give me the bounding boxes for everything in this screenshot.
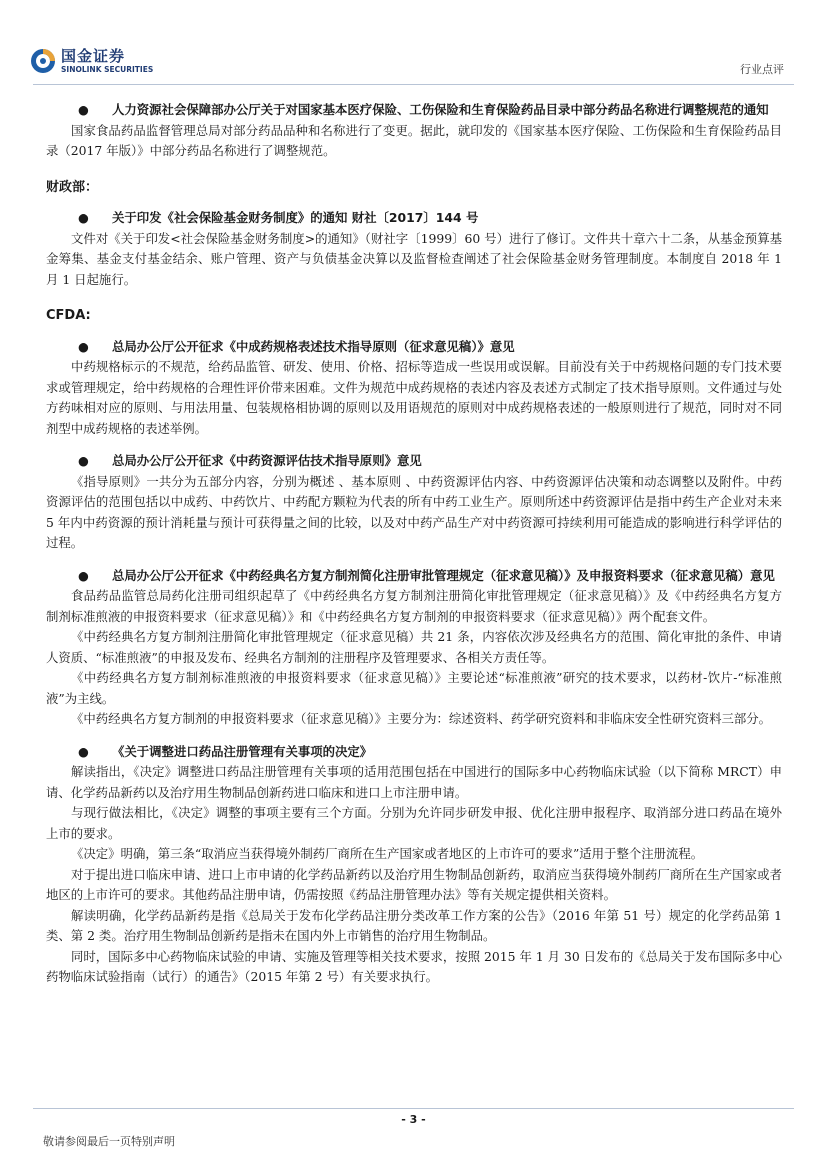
bullet-heading	[46, 566, 782, 587]
paragraph: 同时，国际多中心药物临床试验的申请、实施及管理等相关技术要求，按照 2015 年 1 月 30 日发布的《总局关于发布国际多中心药物临床试验指南（试行）的通告》（2015 年第 2 号）有关要求执行。	[46, 948, 782, 984]
bullet-dot-icon: ●	[78, 567, 89, 583]
logo-chinese-name: 国金证券	[61, 46, 126, 65]
paragraph: 对于提出进口临床申请、进口上市申请的化学药品新药以及治疗用生物制品创新药，取消应当获得境外制药厂商所在生产国家或者地区的上市许可的要求。其他药品注册申请，仍需按照《药品注册管理办法》等有关规定提供相关资料。	[46, 866, 782, 902]
paragraph: 食品药品监管总局药化注册司组织起草了《中药经典名方复方制剂注册简化审批管理规定（征求意见稿）》及《中药经典名方复方制剂标准煎液的申报资料要求（征求意见稿）》和《中药经典名方复方制剂的申报资料要求（征求意见稿）》两个配套文件。	[46, 588, 782, 624]
sinolink-logo-icon	[30, 48, 56, 74]
paragraph: 国家食品药品监督管理总局对部分药品品种和名称进行了变更。据此，就印发的《国家基本医疗保险、工伤保险和生育保险药品目录（2017 年版）》中部分药品名称进行了调整规范。	[46, 122, 782, 158]
section-title: CFDA:	[46, 308, 91, 323]
disclaimer-note: 敬请参阅最后一页特别声明	[43, 1135, 175, 1148]
bullet-heading	[46, 208, 782, 229]
paragraph: 解读指出，《决定》调整进口药品注册管理有关事项的适用范围包括在中国进行的国际多中心药物临床试验（以下简称 MRCT）申请、化学药品新药以及治疗用生物制品创新药进口临床和进口上市注册申请。	[46, 764, 782, 800]
bullet-dot-icon: ●	[78, 102, 89, 117]
section-title: 财政部：	[46, 179, 99, 195]
logo-english-name: SINOLINK SECURITIES	[61, 64, 154, 74]
bullet-heading-text: 《关于调整进口药品注册管理有关事项的决定》	[112, 743, 373, 759]
bullet-heading-text: 总局办公厅公开征求《中药经典名方复方制剂简化注册审批管理规定（征求意见稿）》及申报资料要求（征求意见稿）意见	[112, 567, 775, 583]
paragraph: 《指导原则》一共分为五部分内容，分别为概述 、基本原则 、中药资源评估内容、中药资源评估决策和动态调整以及附件。中药资源评估的范围包括以中成药、中药饮片、中药配方颗粒为代表的所有中药工业生产。原则所述中药资源评估是指中药生产企业对未来 5 年内中药资源的预计消耗量与预计可获得量之间的比较，以及对中药产品生产对中药资源可持续利用可能造成的影响进行科学评估的过程。	[46, 473, 782, 550]
bullet-heading-text: 总局办公厅公开征求《中成药规格表述技术指导原则（征求意见稿）》意见	[112, 338, 515, 354]
page-header	[0, 0, 827, 88]
bullet-heading-text: 总局办公厅公开征求《中药资源评估技术指导原则》意见	[112, 453, 422, 468]
document-type-label: 行业点评	[740, 63, 784, 76]
paragraph: 中药规格标示的不规范，给药品监管、研发、使用、价格、招标等造成一些误用或误解。目前没有关于中药规格问题的专门技术要求或管理规定，给中药规格的合理性评价带来困难。文件为规范中成药规格的表述内容及表述方式制定了技术指导原则。文件通过与处方药味相对应的原则、与用法用量、包装规格相协调的原则以及用语规范的原则对中成药规格表述的一般原则进行了规范，同时对不同剂型中成药规格的表述举例。	[46, 359, 782, 436]
bullet-heading-text: 关于印发《社会保险基金财务制度》的通知 财社〔2017〕144 号	[112, 210, 479, 225]
page-number: - 3 -	[401, 1113, 426, 1126]
paragraph: 《中药经典名方复方制剂的申报资料要求（征求意见稿）》主要分为：综述资料、药学研究资料和非临床安全性研究资料三部分。	[71, 711, 772, 726]
header-divider	[33, 84, 794, 85]
paragraph: 《中药经典名方复方制剂注册简化审批管理规定（征求意见稿）共 21 条，内容依次涉及经典名方的范围、简化审批的条件、申请人资质、“标准煎液”的申报及发布、经典名方制剂的注册程序及管理要求、各相关方责任等。	[46, 629, 782, 665]
paragraph: 文件对《关于印发<社会保险基金财务制度>的通知》（财社字〔1999〕60 号）进行了修订。文件共十章六十二条，从基金预算基金筹集、基金支付基金结余、账户管理、资产与负债基金决算以及监督检查阐述了社会保险基金财务管理制度。本制度自 2018 年 1 月 1 日起施行。	[46, 230, 782, 287]
paragraph: 与现行做法相比，《决定》调整的事项主要有三个方面。分别为允许同步研发申报、优化注册申报程序、取消部分进口药品在境外上市的要求。	[46, 805, 782, 841]
bullet-heading-text: 人力资源社会保障部办公厅关于对国家基本医疗保险、工伤保险和生育保险药品目录中部分药品名称进行调整规范的通知	[112, 102, 769, 117]
footer-divider	[33, 1108, 794, 1109]
paragraph: 解读明确，化学药品新药是指《总局关于发布化学药品注册分类改革工作方案的公告》（2016 年第 51 号）规定的化学药品第 1 类、第 2 类。治疗用生物制品创新药是指未在国内外上市销售的治疗用生物制品。	[46, 907, 782, 943]
bullet-heading	[46, 100, 782, 121]
document-body	[46, 100, 782, 988]
bullet-heading	[46, 337, 782, 358]
company-logo	[30, 46, 153, 76]
bullet-heading	[46, 451, 782, 472]
bullet-dot-icon: ●	[78, 743, 89, 759]
bullet-heading	[46, 742, 782, 763]
bullet-dot-icon: ●	[78, 453, 89, 468]
bullet-dot-icon: ●	[78, 210, 89, 225]
paragraph: 《中药经典名方复方制剂标准煎液的申报资料要求（征求意见稿）》主要论述“标准煎液”研究的技术要求，以药材-饮片-“标准煎液”为主线。	[46, 670, 782, 706]
paragraph: 《决定》明确，第三条“取消应当获得境外制药厂商所在生产国家或者地区的上市许可的要求”适用于整个注册流程。	[71, 846, 704, 861]
bullet-dot-icon: ●	[78, 338, 89, 354]
